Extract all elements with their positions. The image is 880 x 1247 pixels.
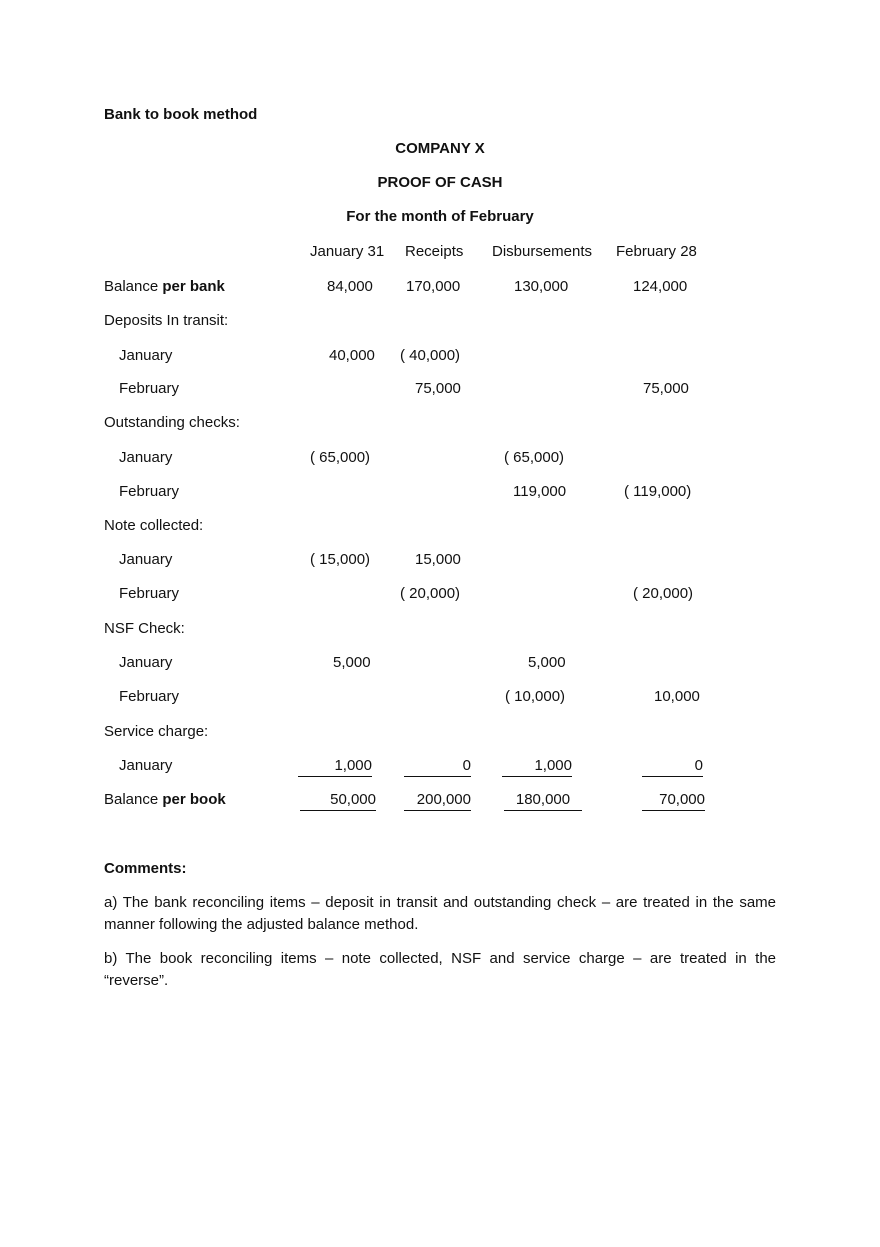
cell-oc-jan-jan31: ( 65,000) [310,449,371,466]
section-deposits-in-transit: Deposits In transit: [104,312,229,329]
comments-title: Comments: [104,860,187,877]
row-label-nc-feb: February [119,585,180,602]
label-prefix: Balance [104,791,163,808]
section-outstanding-checks: Outstanding checks: [104,414,240,431]
cell-sc-jan-disb: 1,000 [502,756,572,777]
cell-sc-jan-jan31: 1,000 [298,756,372,777]
row-label-oc-feb: February [119,483,180,500]
cell-nc-feb-receipts: ( 20,000) [400,585,461,602]
cell-bank-disb: 130,000 [514,278,569,295]
cell-nc-feb-feb28: ( 20,000) [633,585,694,602]
section-note-collected: Note collected: [104,517,204,534]
cell-bank-receipts: 170,000 [406,278,461,295]
label-bold: per book [162,791,226,808]
label-prefix: Balance [104,278,163,295]
comment-a: a) The bank reconciling items – deposit in transit and outstanding check – are treated in the same manner following the adjusted balance method. [104,894,776,933]
row-label-dit-jan: January [119,347,173,364]
company-name: COMPANY X [395,140,485,157]
cell-book-feb28: 70,000 [642,790,705,811]
cell-dit-jan-receipts: ( 40,000) [400,347,461,364]
cell-book-receipts: 200,000 [404,790,471,811]
section-service-charge: Service charge: [104,723,209,740]
col-header-disbursements: Disbursements [492,243,593,260]
row-label-nsf-jan: January [119,654,173,671]
cell-bank-jan31: 84,000 [327,278,373,295]
col-header-receipts: Receipts [405,243,464,260]
row-label-oc-jan: January [119,449,173,466]
cell-nc-jan-receipts: 15,000 [415,551,461,568]
comment-b: b) The book reconciling items – note collected, NSF and service charge – are treated in the “reverse”. [104,950,776,989]
cell-bank-feb28: 124,000 [633,278,688,295]
cell-oc-jan-disb: ( 65,000) [504,449,565,466]
report-period: For the month of February [346,208,534,225]
cell-oc-feb-feb28: ( 119,000) [624,483,692,500]
cell-nsf-feb-disb: ( 10,000) [505,688,566,705]
report-title: PROOF OF CASH [377,174,503,191]
cell-nsf-feb-feb28: 10,000 [654,688,700,705]
col-header-jan31: January 31 [310,243,385,260]
section-nsf-check: NSF Check: [104,620,185,637]
cell-nc-jan-jan31: ( 15,000) [310,551,371,568]
label-bold: per bank [162,278,225,295]
row-label-nc-jan: January [119,551,173,568]
cell-sc-jan-feb28: 0 [642,756,703,777]
method-heading: Bank to book method [104,106,258,123]
cell-nsf-jan-jan31: 5,000 [333,654,371,671]
cell-dit-jan-jan31: 40,000 [329,347,375,364]
cell-sc-jan-receipts: 0 [404,756,471,777]
col-header-feb28: February 28 [616,243,697,260]
row-label-balance-per-bank [104,277,225,297]
cell-book-disb: 180,000 [504,790,582,811]
cell-nsf-jan-disb: 5,000 [528,654,566,671]
cell-oc-feb-disb: 119,000 [513,483,567,500]
row-label-sc-jan: January [119,757,173,774]
cell-dit-feb-feb28: 75,000 [643,380,689,397]
row-label-balance-per-book [104,790,226,810]
cell-dit-feb-receipts: 75,000 [415,380,461,397]
cell-book-jan31: 50,000 [300,790,376,811]
row-label-dit-feb: February [119,380,180,397]
row-label-nsf-feb: February [119,688,180,705]
